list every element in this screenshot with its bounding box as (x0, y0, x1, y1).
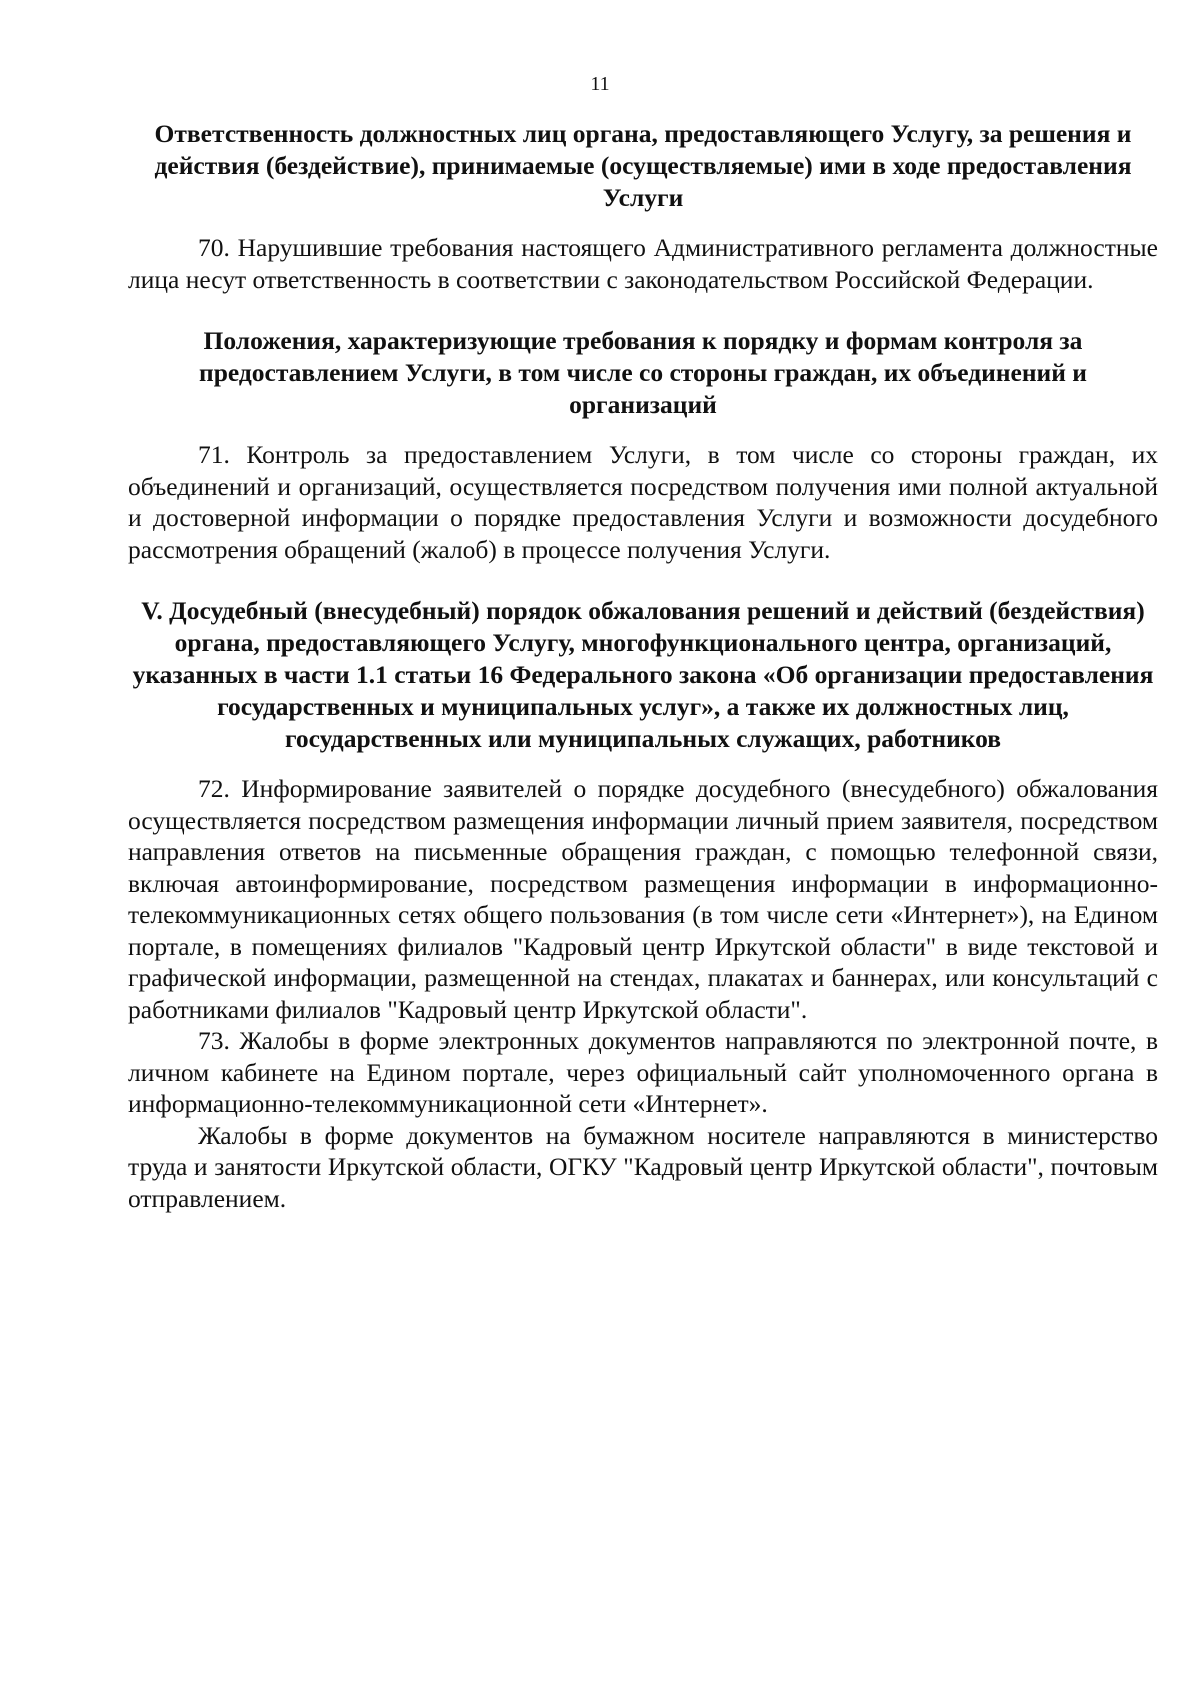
paragraph-72: 72. Информирование заявителей о порядке досудебного (внесудебного) обжалования осуществляется посредством размещения информации личный прием заявителя, посредством направления ответов на письменные обращения граждан, с помощью телефонной связи, включая автоинформирование, посредством размещения информации в информационно-телекоммуникационных сетях общего пользования (в том числе сети «Интернет»), на Едином портале, в помещениях филиалов "Кадровый центр Иркутской области" в виде текстовой и графической информации, размещенной на стендах, плакатах и баннерах, или консультаций с работниками филиалов "Кадровый центр Иркутской области". (128, 774, 1158, 1024)
section-heading-control: Положения, характеризующие требования к порядку и формам контроля за предоставлением Услуги, в том числе со стороны граждан, их объединений и организаций (199, 326, 1087, 419)
document-body (128, 118, 1158, 1214)
paragraph-71: 71. Контроль за предоставлением Услуги, в том числе со стороны граждан, их объединений и организаций, осуществляется посредством получения ими полной актуальной и достоверной информации о порядке предоставления Услуги и возможности досудебного рассмотрения обращений (жалоб) в процессе получения Услуги. (128, 440, 1158, 564)
page-number: 11 (590, 73, 610, 95)
section-heading-appeal: V. Досудебный (внесудебный) порядок обжалования решений и действий (бездействия) органа, предоставляющего Услугу, многофункционального центра, организаций, указанных в части 1.1 статьи 16 Федерального закона «Об организации предоставления государственных и муниципальных услуг», а также их должностных лиц, государственных или муниципальных служащих, работников (132, 596, 1154, 753)
paragraph-73: 73. Жалобы в форме электронных документов направляются по электронной почте, в личном кабинете на Едином портале, через официальный сайт уполномоченного органа в информационно-телекоммуникационной сети «Интернет». (128, 1026, 1158, 1118)
paragraph-70: 70. Нарушившие требования настоящего Административного регламента должностные лица несут ответственность в соответствии с законодательством Российской Федерации. (128, 233, 1158, 294)
section-heading-responsibility: Ответственность должностных лиц органа, предоставляющего Услугу, за решения и действия (бездействие), принимаемые (осуществляемые) ими в ходе предоставления Услуги (154, 119, 1132, 212)
paragraph-73-paper-complaints: Жалобы в форме документов на бумажном носителе направляются в министерство труда и занятости Иркутской области, ОГКУ "Кадровый центр Иркутской области", почтовым отправлением. (128, 1120, 1158, 1213)
